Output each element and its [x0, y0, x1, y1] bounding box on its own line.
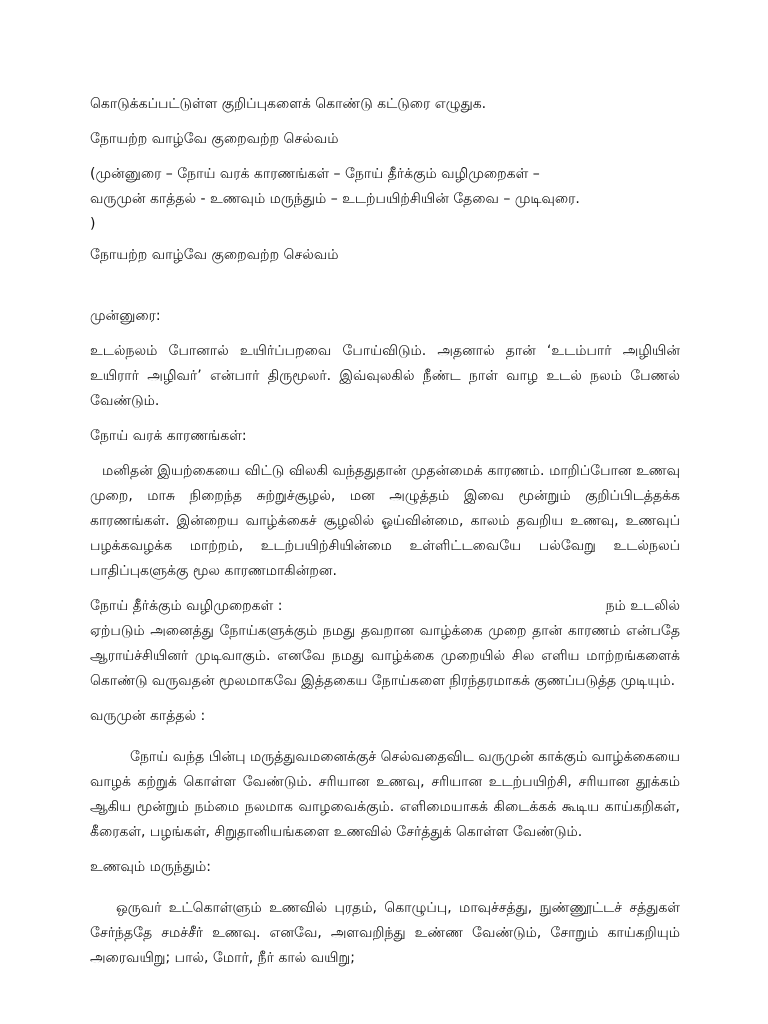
section-heading-prevention: வருமுன் காத்தல் : [90, 708, 206, 724]
instruction-text: கொடுக்கப்பட்டுள்ள குறிப்புகளைக் கொண்டு கட்டுரை எழுதுக. [90, 96, 487, 112]
section-text-food: ஒருவர் உட்கொள்ளும் உணவில் புரதம், கொழுப்பு, மாவுச்சத்து, நுண்ணூட்டச் சத்துகள் சேர்ந்ததே சமச்சீர் உணவு. எனவே, அளவறிந்து உண்ண வேண்டும், சோறும் காய்கறியும் அரைவயிறு; பால், மோர், நீர் கால் வயிறு; [90, 900, 680, 966]
section-text-intro: உடல்நலம் போனால் உயிர்ப்பறவை போய்விடும். அதனால் தான் ‘உடம்பார் அழியின் உயிரார் அழிவர்’ என்பார் திருமூலர். இவ்வுலகில் நீண்ட நாள் வாழ உடல் நலம் பேணல் வேண்டும். [90, 343, 681, 409]
outline-line: வருமுன் காத்தல் - உணவும் மருந்தும் – உடற்பயிற்சியின் தேவை – முடிவுரை. [90, 191, 580, 207]
section-lead-remedies: நம் உடலில் [605, 598, 680, 614]
section-heading-food: உணவும் மருந்தும்: [90, 859, 211, 875]
outline-line: ) [90, 216, 96, 232]
outline-block [90, 162, 680, 237]
section-text-prevention: நோய் வந்த பின்பு மருத்துவமனைக்குச் செல்வதைவிட வருமுன் காக்கும் வாழ்க்கையை வாழக் கற்றுக் கொள்ள வேண்டும். சரியான உணவு, சரியான உடற்பயிற்சி, சரியான தூக்கம் ஆகிய மூன்றும் நம்மை நலமாக வாழவைக்கும். எளிமையாகக் கிடைக்கக் கூடிய காய்கறிகள், கீரைகள், பழங்கள், சிறுதானியங்களை உணவில் சேர்த்துக் கொள்ள வேண்டும். [90, 749, 680, 840]
section-heading-remedies: நோய் தீர்க்கும் வழிமுறைகள் : [90, 598, 283, 614]
section-text-remedies: ஏற்படும் அனைத்து நோய்களுக்கும் நமது தவறான வாழ்க்கை முறை தான் காரணம் என்பதே ஆராய்ச்சியினர் முடிவாகும். எனவே நமது வாழ்க்கை முறையில் சில எளிய மாற்றங்களைக் கொண்டு வருவதன் மூலமாகவே இத்தகைய நோய்களை நிரந்தரமாகக் குணப்படுத்த முடியும். [90, 623, 680, 689]
essay-title: நோயற்ற வாழ்வே குறைவற்ற செல்வம் [90, 131, 339, 147]
section-heading-row-remedies [90, 594, 680, 619]
outline-line: (முன்னுரை – நோய் வரக் காரணங்கள் – நோய் தீர்க்கும் வழிமுறைகள் – [90, 166, 540, 182]
section-heading-intro: முன்னுரை: [90, 308, 161, 324]
section-text-causes: மனிதன் இயற்கையை விட்டு விலகி வந்ததுதான் முதன்மைக் காரணம். மாறிப்போன உணவு முறை, மாசு நிறைந்த சுற்றுச்சூழல், மன அழுத்தம் இவை மூன்றும் குறிப்பிடத்தக்க காரணங்கள். இன்றைய வாழ்க்கைச் சூழலில் ஓய்வின்மை, காலம் தவறிய உணவு, உணவுப் பழக்கவழக்க மாற்றம், உடற்பயிற்சியின்மை உள்ளிட்டவையே பல்வேறு உடல்நலப் பாதிப்புகளுக்கு மூல காரணமாகின்றன. [90, 463, 680, 579]
section-heading-causes: நோய் வரக் காரணங்கள்: [90, 428, 247, 444]
essay-title-repeat: நோயற்ற வாழ்வே குறைவற்ற செல்வம் [90, 247, 339, 263]
document-page [90, 92, 680, 971]
